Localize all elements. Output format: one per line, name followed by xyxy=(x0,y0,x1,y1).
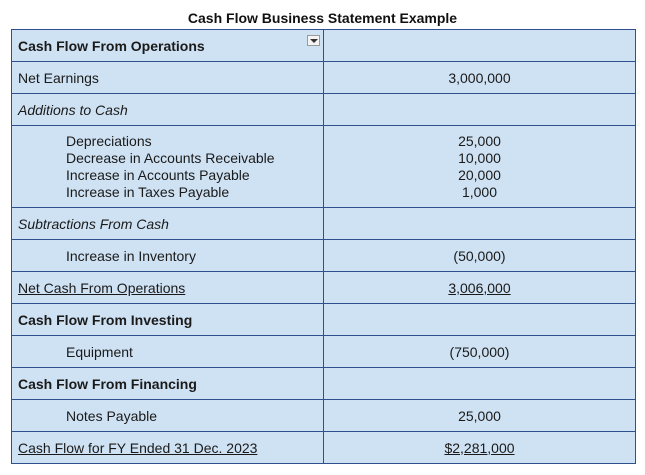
table-row-financing-header xyxy=(12,368,636,400)
cell-net-earnings-label[interactable]: Net Earnings xyxy=(12,62,324,94)
cell-empty[interactable] xyxy=(324,304,636,336)
net-cash-operations-value: 3,006,000 xyxy=(448,279,511,296)
operations-header-label: Cash Flow From Operations xyxy=(18,37,205,54)
table-row-total xyxy=(12,432,636,464)
table-row-equipment xyxy=(12,336,636,368)
table-row-operations-header xyxy=(12,30,636,62)
table-row-subtractions-header xyxy=(12,208,636,240)
page-title: Cash Flow Business Statement Example xyxy=(187,10,458,26)
table-row-investing-header xyxy=(12,304,636,336)
addition-value: 10,000 xyxy=(458,149,501,166)
table-row-notes-payable xyxy=(12,400,636,432)
total-value: $2,281,000 xyxy=(444,439,515,456)
total-label: Cash Flow for FY Ended 31 Dec. 2023 xyxy=(18,439,258,456)
cell-notes-payable-value[interactable]: 25,000 xyxy=(324,400,636,432)
cell-equipment-value[interactable]: (750,000) xyxy=(324,336,636,368)
addition-value: 1,000 xyxy=(461,183,498,200)
cell-additions-labels[interactable] xyxy=(12,126,324,208)
net-cash-operations-label: Net Cash From Operations xyxy=(18,279,186,296)
cell-equipment-label[interactable]: Equipment xyxy=(12,336,324,368)
table-row-inventory xyxy=(12,240,636,272)
cell-inventory-label[interactable]: Increase in Inventory xyxy=(12,240,324,272)
cell-total-label[interactable] xyxy=(12,432,324,464)
chevron-down-icon[interactable] xyxy=(307,35,320,46)
table-row-additions-header xyxy=(12,94,636,126)
cash-flow-table xyxy=(11,29,636,464)
cell-total-value[interactable] xyxy=(324,432,636,464)
cell-additions-header[interactable]: Additions to Cash xyxy=(12,94,324,126)
cell-notes-payable-label[interactable]: Notes Payable xyxy=(12,400,324,432)
cell-net-cash-operations-label[interactable] xyxy=(12,272,324,304)
cell-operations-header[interactable] xyxy=(12,30,324,62)
addition-value: 25,000 xyxy=(458,132,501,149)
addition-label: Decrease in Accounts Receivable xyxy=(66,149,275,166)
cell-subtractions-header[interactable]: Subtractions From Cash xyxy=(12,208,324,240)
table-row-net-cash-operations xyxy=(12,272,636,304)
addition-label: Depreciations xyxy=(66,132,152,149)
cell-empty[interactable] xyxy=(324,94,636,126)
cell-net-earnings-value[interactable]: 3,000,000 xyxy=(324,62,636,94)
table-row-net-earnings xyxy=(12,62,636,94)
cell-empty[interactable] xyxy=(324,368,636,400)
cell-empty[interactable] xyxy=(324,208,636,240)
addition-label: Increase in Taxes Payable xyxy=(66,183,230,200)
cell-financing-header[interactable]: Cash Flow From Financing xyxy=(12,368,324,400)
addition-label: Increase in Accounts Payable xyxy=(66,166,250,183)
cell-empty[interactable] xyxy=(324,30,636,62)
table-row-additions xyxy=(12,126,636,208)
cell-net-cash-operations-value[interactable] xyxy=(324,272,636,304)
cell-additions-values[interactable] xyxy=(324,126,636,208)
cell-investing-header[interactable]: Cash Flow From Investing xyxy=(12,304,324,336)
cell-inventory-value[interactable]: (50,000) xyxy=(324,240,636,272)
addition-value: 20,000 xyxy=(458,166,501,183)
